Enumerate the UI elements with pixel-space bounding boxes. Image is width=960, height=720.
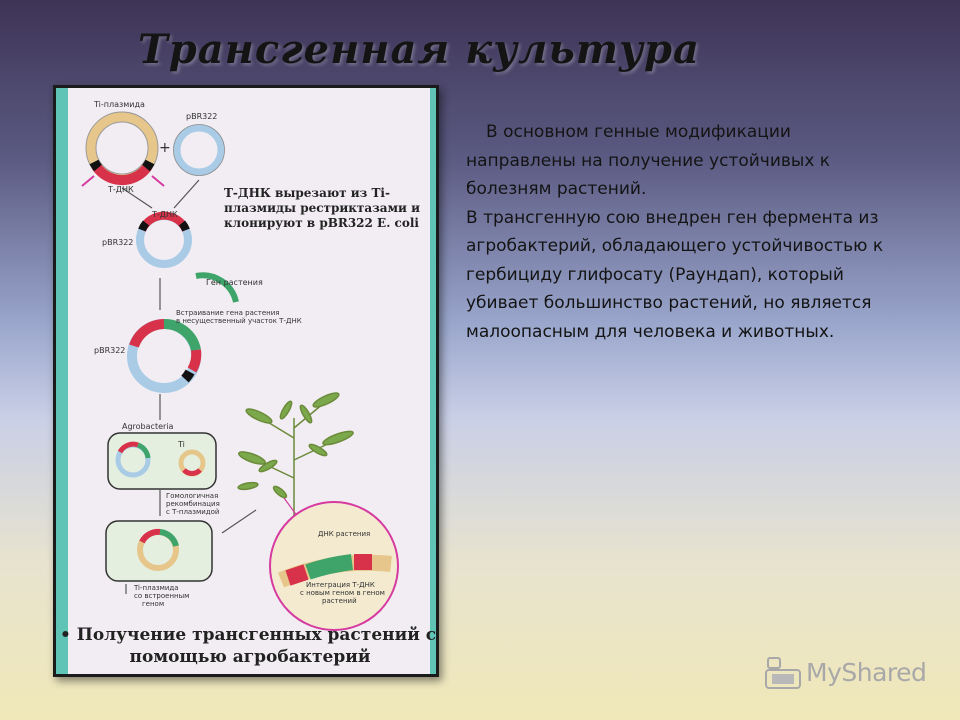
diagram-photo [53,85,439,677]
label-pbr322-top: pBR322 [186,112,218,121]
label-ti-built-2: со встроенным [134,592,190,600]
ti-plasmid-black-mark-1 [94,162,98,168]
pbr322-ring-top [177,128,221,172]
label-ti-small: Ti [178,440,185,449]
leaf-1 [237,449,266,466]
label-plant-gene: Ген растения [206,278,263,287]
figure-note: Т-ДНК вырезают из Ti-плазмиды рестриктазами и клонируют в pBR322 E. coli [224,186,420,230]
slide-body [466,118,906,346]
ti-plasmid-outline-inner [96,122,148,174]
label-integration-2: с новым геном в геном [300,589,385,597]
leaf-6 [312,390,341,409]
label-pbr322-mid: pBR322 [102,238,134,247]
pbr322-mid-mark-1 [142,223,146,230]
leaf-5 [245,406,274,425]
dna-strip-red-1 [288,572,306,578]
watermark-text: MyShared [806,658,927,687]
pbr322-low-red [134,324,164,346]
plus-sign: + [159,140,171,156]
label-tdna-1: Т-ДНК [108,185,134,194]
label-insertion-1: Встраивание гена растения [176,309,280,317]
label-homolog-1: Гомологичная [166,492,219,500]
label-homolog-2: рекомбинация [166,500,220,508]
figure-caption-line1: • Получение трансгенных растений с [60,625,436,645]
pbr322-low-green [164,324,196,350]
myshared-logo-icon [764,656,804,692]
label-homolog-3: с Т-плазмидой [166,508,220,516]
label-tdna-2: Т-ДНК [152,210,178,219]
label-ti-built-3: геном [142,600,165,608]
label-integration-3: растений [322,597,357,605]
leaf-9 [238,481,259,490]
agrobacteria-cell [108,433,216,489]
pbr322-outline-top [174,125,225,176]
label-ti-plasmid: Ti-плазмида [94,100,145,109]
ti-plasmid-black-mark-2 [146,162,150,168]
pbr322-low-red-2 [192,350,196,370]
body-paragraph-2: В трансгенную сою внедрен ген фермента из агробактерий, обладающего устойчивостью к гербициду глифосату (Раундап), который убивает большинство растений, но является малоопасным для человека и животных. [466,207,884,342]
leaf-3 [322,429,355,447]
ti-arrow-left [82,176,94,186]
pbr322-mid-mark-2 [182,223,186,230]
dna-strip-green [308,562,352,572]
figure-caption [60,624,436,668]
pbr322-low-mark [185,372,190,379]
arrow-2 [174,180,199,208]
diagram-photo-inner [56,88,436,674]
figure-caption-line2: помощью агробактерий [129,647,371,667]
label-integration-1: Интеграция Т-ДНК [306,581,375,589]
label-agrobacteria: Agrobacteria [122,422,174,431]
label-plant-dna: ДНК растения [318,530,371,538]
slide-title: Трансгенная культура [138,26,700,73]
label-insertion-2: в несущественный участок Т-ДНК [176,317,302,325]
leaf-10 [272,485,288,500]
body-paragraph-1: В основном генные модификации направлены на получение устойчивых к болезням растений. [466,122,831,199]
label-ti-built-1: Ti-плазмида [134,584,179,592]
transgenic-diagram [56,88,436,674]
leaf-7 [278,400,293,420]
label-pbr322-low: pBR322 [94,346,126,355]
ti-plasmid-tdna-segment [96,166,148,180]
ti-arrow-right [152,176,164,186]
arrow-to-plant [222,510,256,533]
